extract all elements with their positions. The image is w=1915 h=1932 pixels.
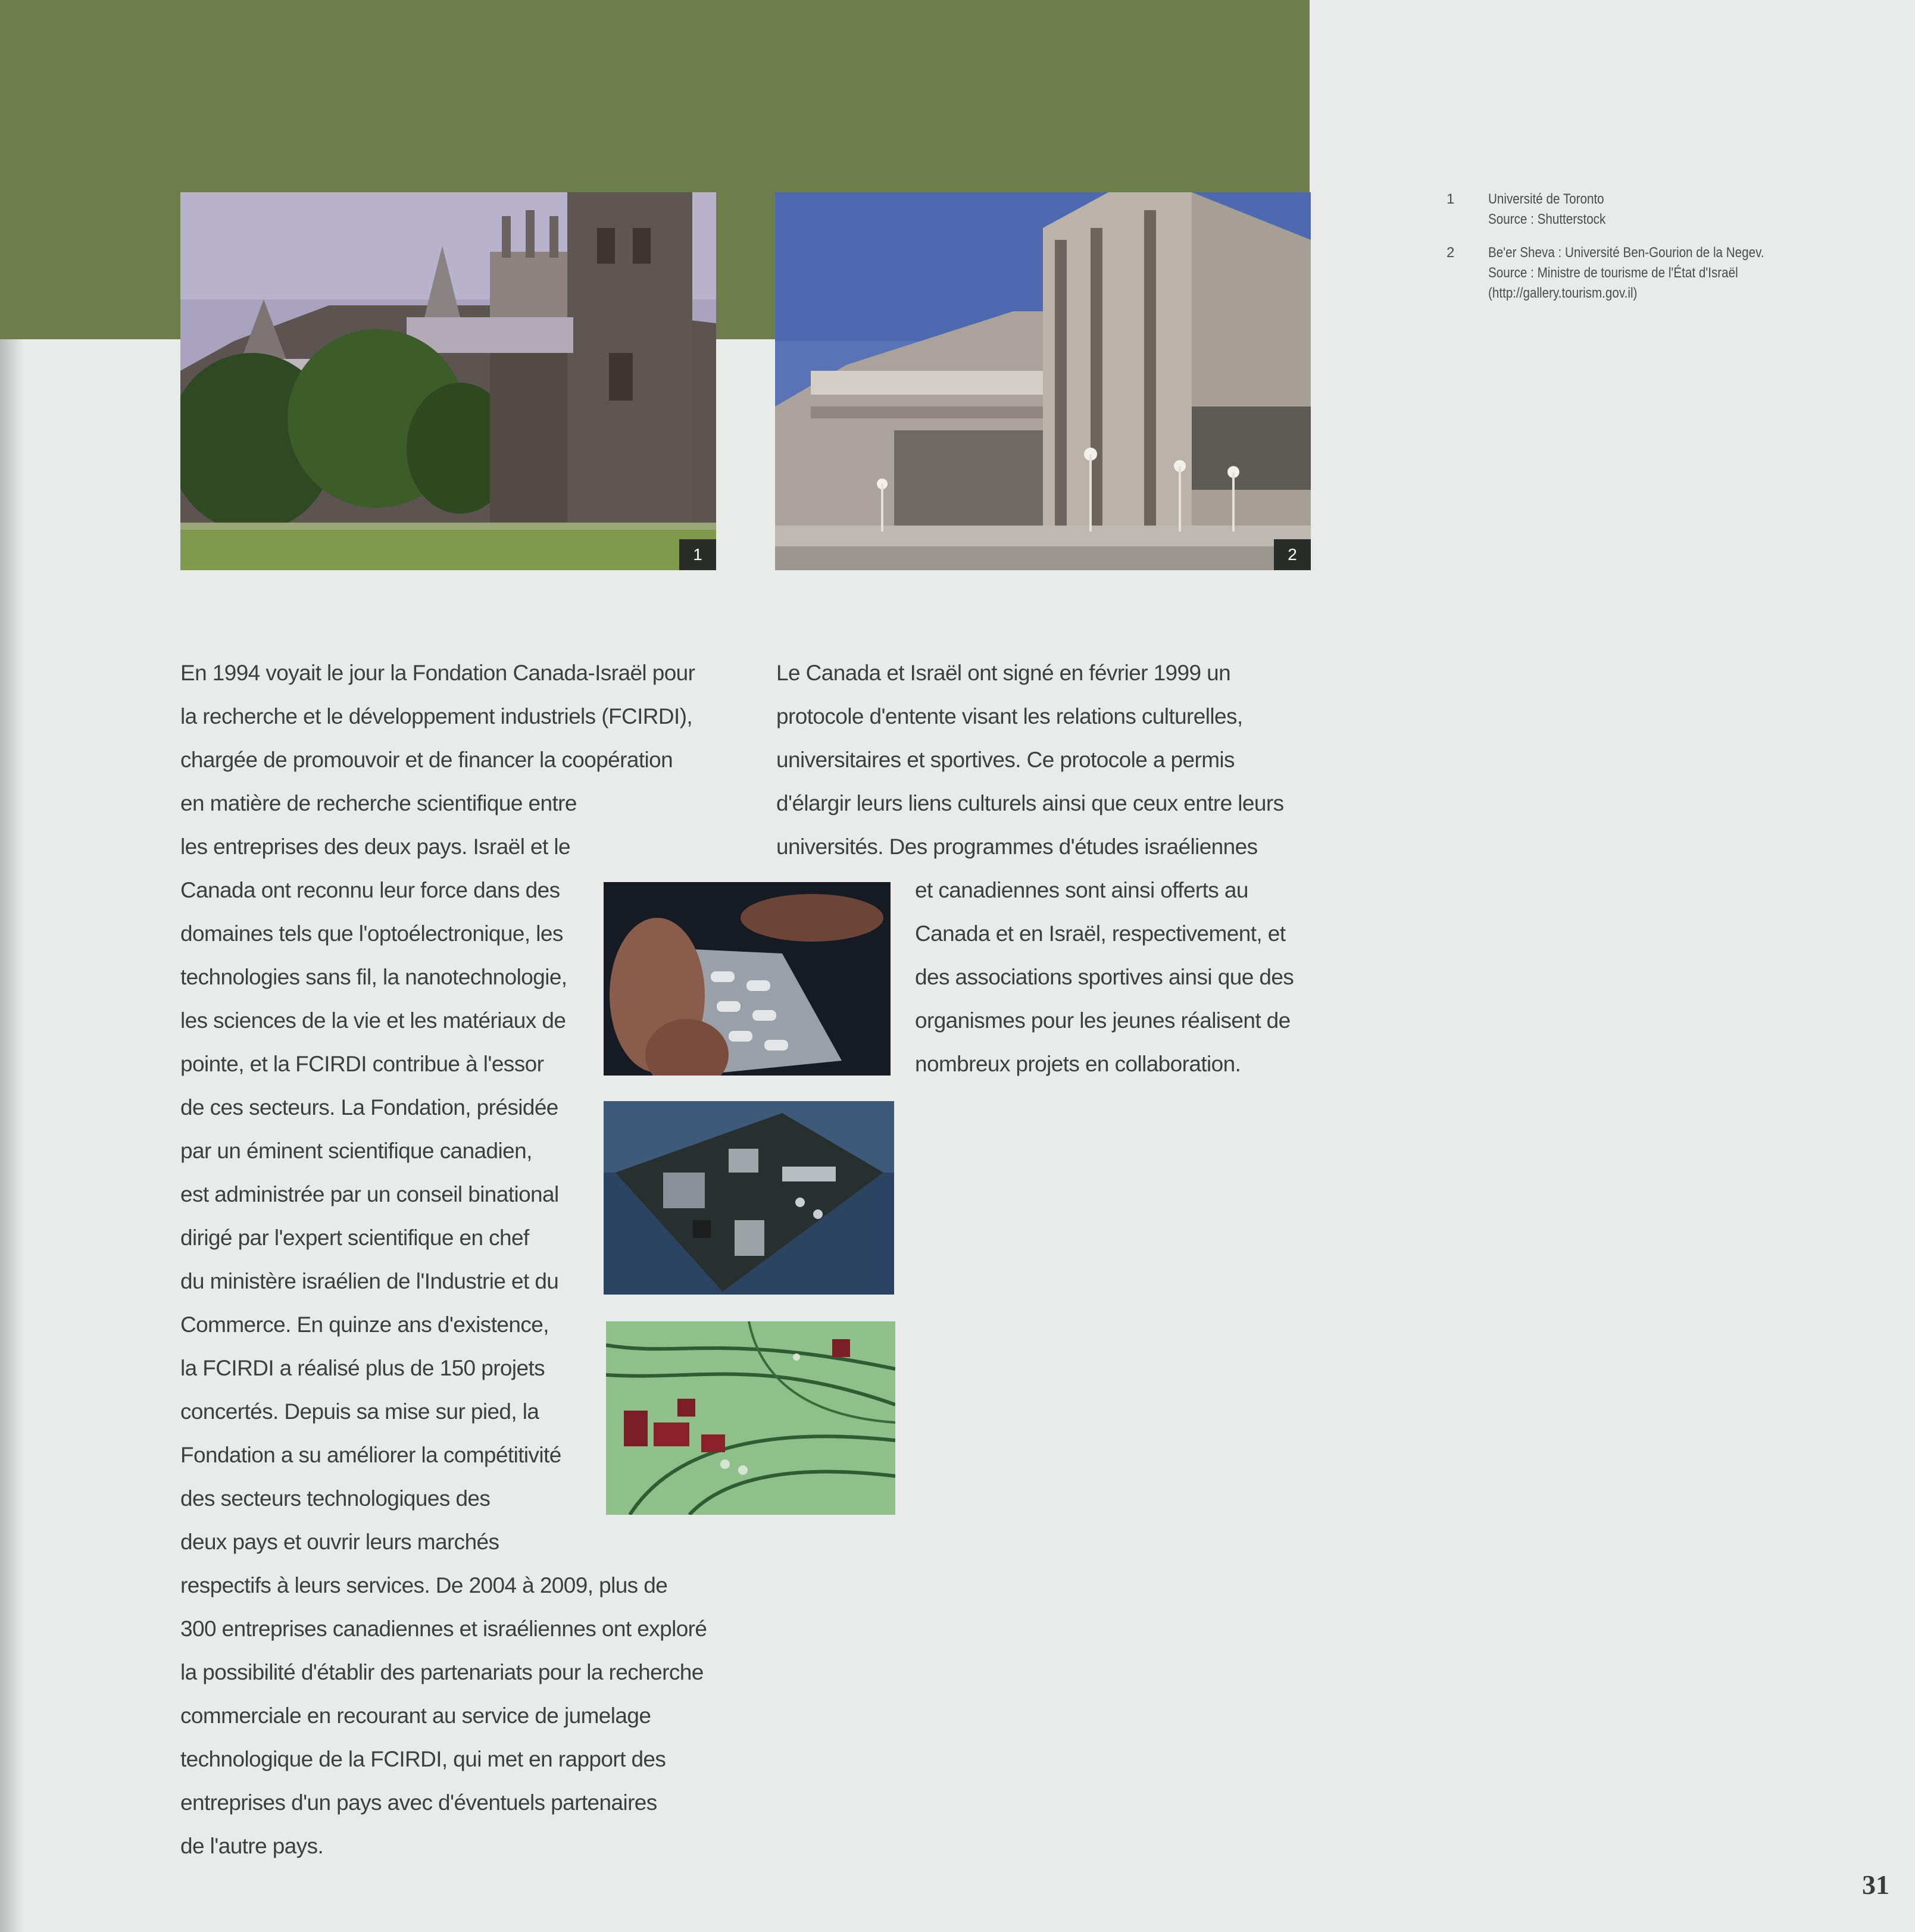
body-text-line: de ces secteurs. La Fondation, présidée <box>180 1095 558 1120</box>
photo-number-badge: 1 <box>679 539 716 570</box>
body-text-line: des associations sportives ainsi que des <box>915 965 1294 989</box>
body-text-line: concertés. Depuis sa mise sur pied, la <box>180 1399 539 1424</box>
body-text-line: domaines tels que l'optoélectronique, les <box>180 921 563 946</box>
body-text-line: est administrée par un conseil binational <box>180 1182 559 1206</box>
photo1-illustration <box>180 192 716 570</box>
body-text-line: dirigé par l'expert scientifique en chef <box>180 1226 529 1250</box>
body-text-line: et canadiennes sont ainsi offerts au <box>915 878 1248 902</box>
body-text-line: Canada ont reconnu leur force dans des <box>180 878 560 902</box>
caption-line: Université de Toronto <box>1488 191 1604 207</box>
body-text-line: universitaires et sportives. Ce protocole a permis <box>776 748 1235 772</box>
caption-line: Source : Shutterstock <box>1488 211 1606 227</box>
caption-number: 2 <box>1447 245 1455 261</box>
body-text-line: En 1994 voyait le jour la Fondation Canada-Israël pour <box>180 661 695 685</box>
body-text-line: Canada et en Israël, respectivement, et <box>915 921 1286 946</box>
page-number: 31 <box>1862 1870 1889 1900</box>
body-text-line: protocole d'entente visant les relations culturelles, <box>776 704 1243 729</box>
body-text-line: en matière de recherche scientifique entre <box>180 791 577 815</box>
body-text-right-column <box>776 651 1294 1086</box>
body-text-line: les entreprises des deux pays. Israël et le <box>180 834 570 859</box>
body-text-line: la recherche et le développement industriels (FCIRDI), <box>180 704 693 729</box>
body-text-line: par un éminent scientifique canadien, <box>180 1139 532 1163</box>
body-text-line: des secteurs technologiques des <box>180 1486 491 1511</box>
caption-line: Be'er Sheva : Université Ben-Gourion de la Negev. <box>1488 245 1764 261</box>
body-text-line: Fondation a su améliorer la compétitivité <box>180 1443 561 1467</box>
caption-1 <box>1447 189 1804 230</box>
photo-captions <box>1447 189 1804 317</box>
body-text-line: technologique de la FCIRDI, qui met en rapport des <box>180 1747 666 1771</box>
body-text-line: chargée de promouvoir et de financer la coopération <box>180 748 673 772</box>
body-text-line: les sciences de la vie et les matériaux de <box>180 1008 566 1033</box>
body-text-line: de l'autre pays. <box>180 1834 324 1858</box>
caption-line: Source : Ministre de tourisme de l'État d'Israël <box>1488 265 1738 281</box>
body-text-line: universités. Des programmes d'études israéliennes <box>776 834 1258 859</box>
body-text-line: 300 entreprises canadiennes et israéliennes ont exploré <box>180 1617 707 1641</box>
body-text-line: deux pays et ouvrir leurs marchés <box>180 1530 499 1554</box>
photo2-illustration <box>775 192 1311 570</box>
caption-2 <box>1447 243 1804 304</box>
photo-number-badge: 2 <box>1274 539 1311 570</box>
body-text-line: respectifs à leurs services. De 2004 à 2009, plus de <box>180 1573 668 1598</box>
body-text-line: Le Canada et Israël ont signé en février 1999 un <box>776 661 1231 685</box>
caption-line: (http://gallery.tourism.gov.il) <box>1488 285 1638 301</box>
photo-university-of-toronto <box>180 192 716 570</box>
body-text-left-column <box>180 651 707 1868</box>
caption-number: 1 <box>1447 191 1455 207</box>
body-text-line: technologies sans fil, la nanotechnologie, <box>180 965 567 989</box>
caption-text <box>1488 189 1605 230</box>
body-text-line: entreprises d'un pays avec d'éventuels partenaires <box>180 1790 657 1815</box>
body-text-line: du ministère israélien de l'Industrie et du <box>180 1269 559 1293</box>
body-text-line: d'élargir leurs liens culturels ainsi que ceux entre leurs <box>776 791 1284 815</box>
body-text-line: organismes pour les jeunes réalisent de <box>915 1008 1291 1033</box>
caption-text <box>1488 243 1764 304</box>
body-text-line: Commerce. En quinze ans d'existence, <box>180 1312 549 1337</box>
body-text-line: la FCIRDI a réalisé plus de 150 projets <box>180 1356 545 1380</box>
body-text-line: nombreux projets en collaboration. <box>915 1052 1241 1076</box>
photo-ben-gurion-university <box>775 192 1311 570</box>
body-text-line: commerciale en recourant au service de jumelage <box>180 1703 651 1728</box>
body-text-line: pointe, et la FCIRDI contribue à l'essor <box>180 1052 544 1076</box>
body-text-line: la possibilité d'établir des partenariats pour la recherche <box>180 1660 704 1684</box>
